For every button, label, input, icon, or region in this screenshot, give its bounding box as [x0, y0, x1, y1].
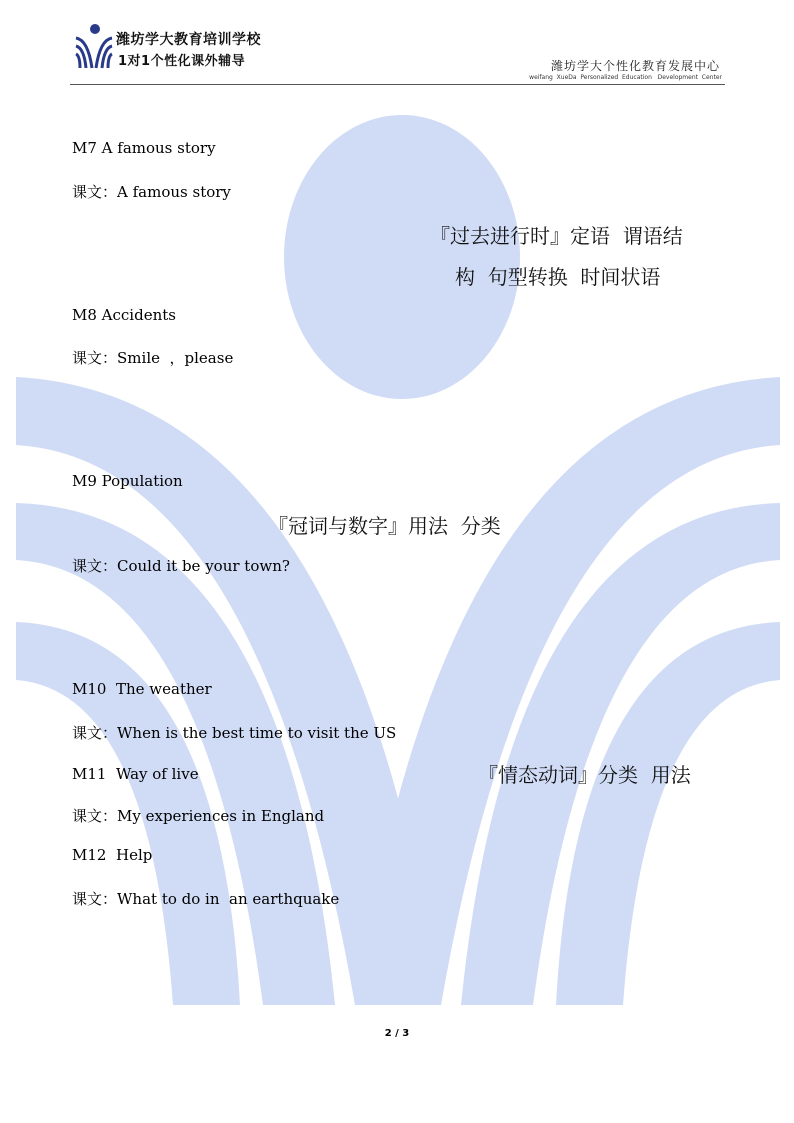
module-text [72, 888, 339, 909]
grammar-note: 『冠词与数字』用法 分类 [268, 514, 501, 538]
grammar-note: 『情态动词』分类 用法 [478, 763, 691, 787]
text-label: 课文： [72, 807, 118, 825]
module-title: M9 Population [72, 472, 183, 490]
center-name-cn: 潍坊学大个性化教育发展中心 [550, 59, 720, 73]
text-title: Could it be your town? [117, 557, 290, 575]
grammar-note: 『过去进行时』定语 谓语结 [430, 224, 683, 248]
module-text [72, 722, 396, 743]
module-title: M12 Help [72, 846, 153, 864]
page-number: 2 / 3 [384, 1028, 410, 1039]
school-logo [74, 24, 114, 70]
text-label: 课文： [72, 724, 118, 742]
module-title: M10 The weather [72, 680, 212, 698]
text-title: What to do in an earthquake [117, 890, 340, 908]
center-name-en: weifang XueDa Personalized Education Development Center [529, 74, 722, 81]
school-name: 潍坊学大教育培训学校 [116, 32, 261, 48]
text-label: 课文： [72, 349, 118, 367]
text-title: When is the best time to visit the US [117, 724, 397, 742]
module-text [72, 555, 290, 576]
module-title: M7 A famous story [72, 139, 216, 157]
school-slogan: 1对1个性化课外辅导 [118, 54, 246, 69]
text-label: 课文： [72, 557, 118, 575]
module-text [72, 347, 233, 368]
module-title: M8 Accidents [72, 306, 176, 324]
header-divider [70, 84, 725, 85]
text-title: A famous story [117, 183, 231, 201]
module-text [72, 805, 324, 826]
text-label: 课文： [72, 183, 118, 201]
module-text [72, 181, 231, 202]
text-label: 课文： [72, 890, 118, 908]
grammar-note: 构 句型转换 时间状语 [455, 265, 661, 289]
text-title: Smile ，please [117, 349, 234, 367]
module-title: M11 Way of live [72, 765, 199, 783]
text-title: My experiences in England [117, 807, 325, 825]
